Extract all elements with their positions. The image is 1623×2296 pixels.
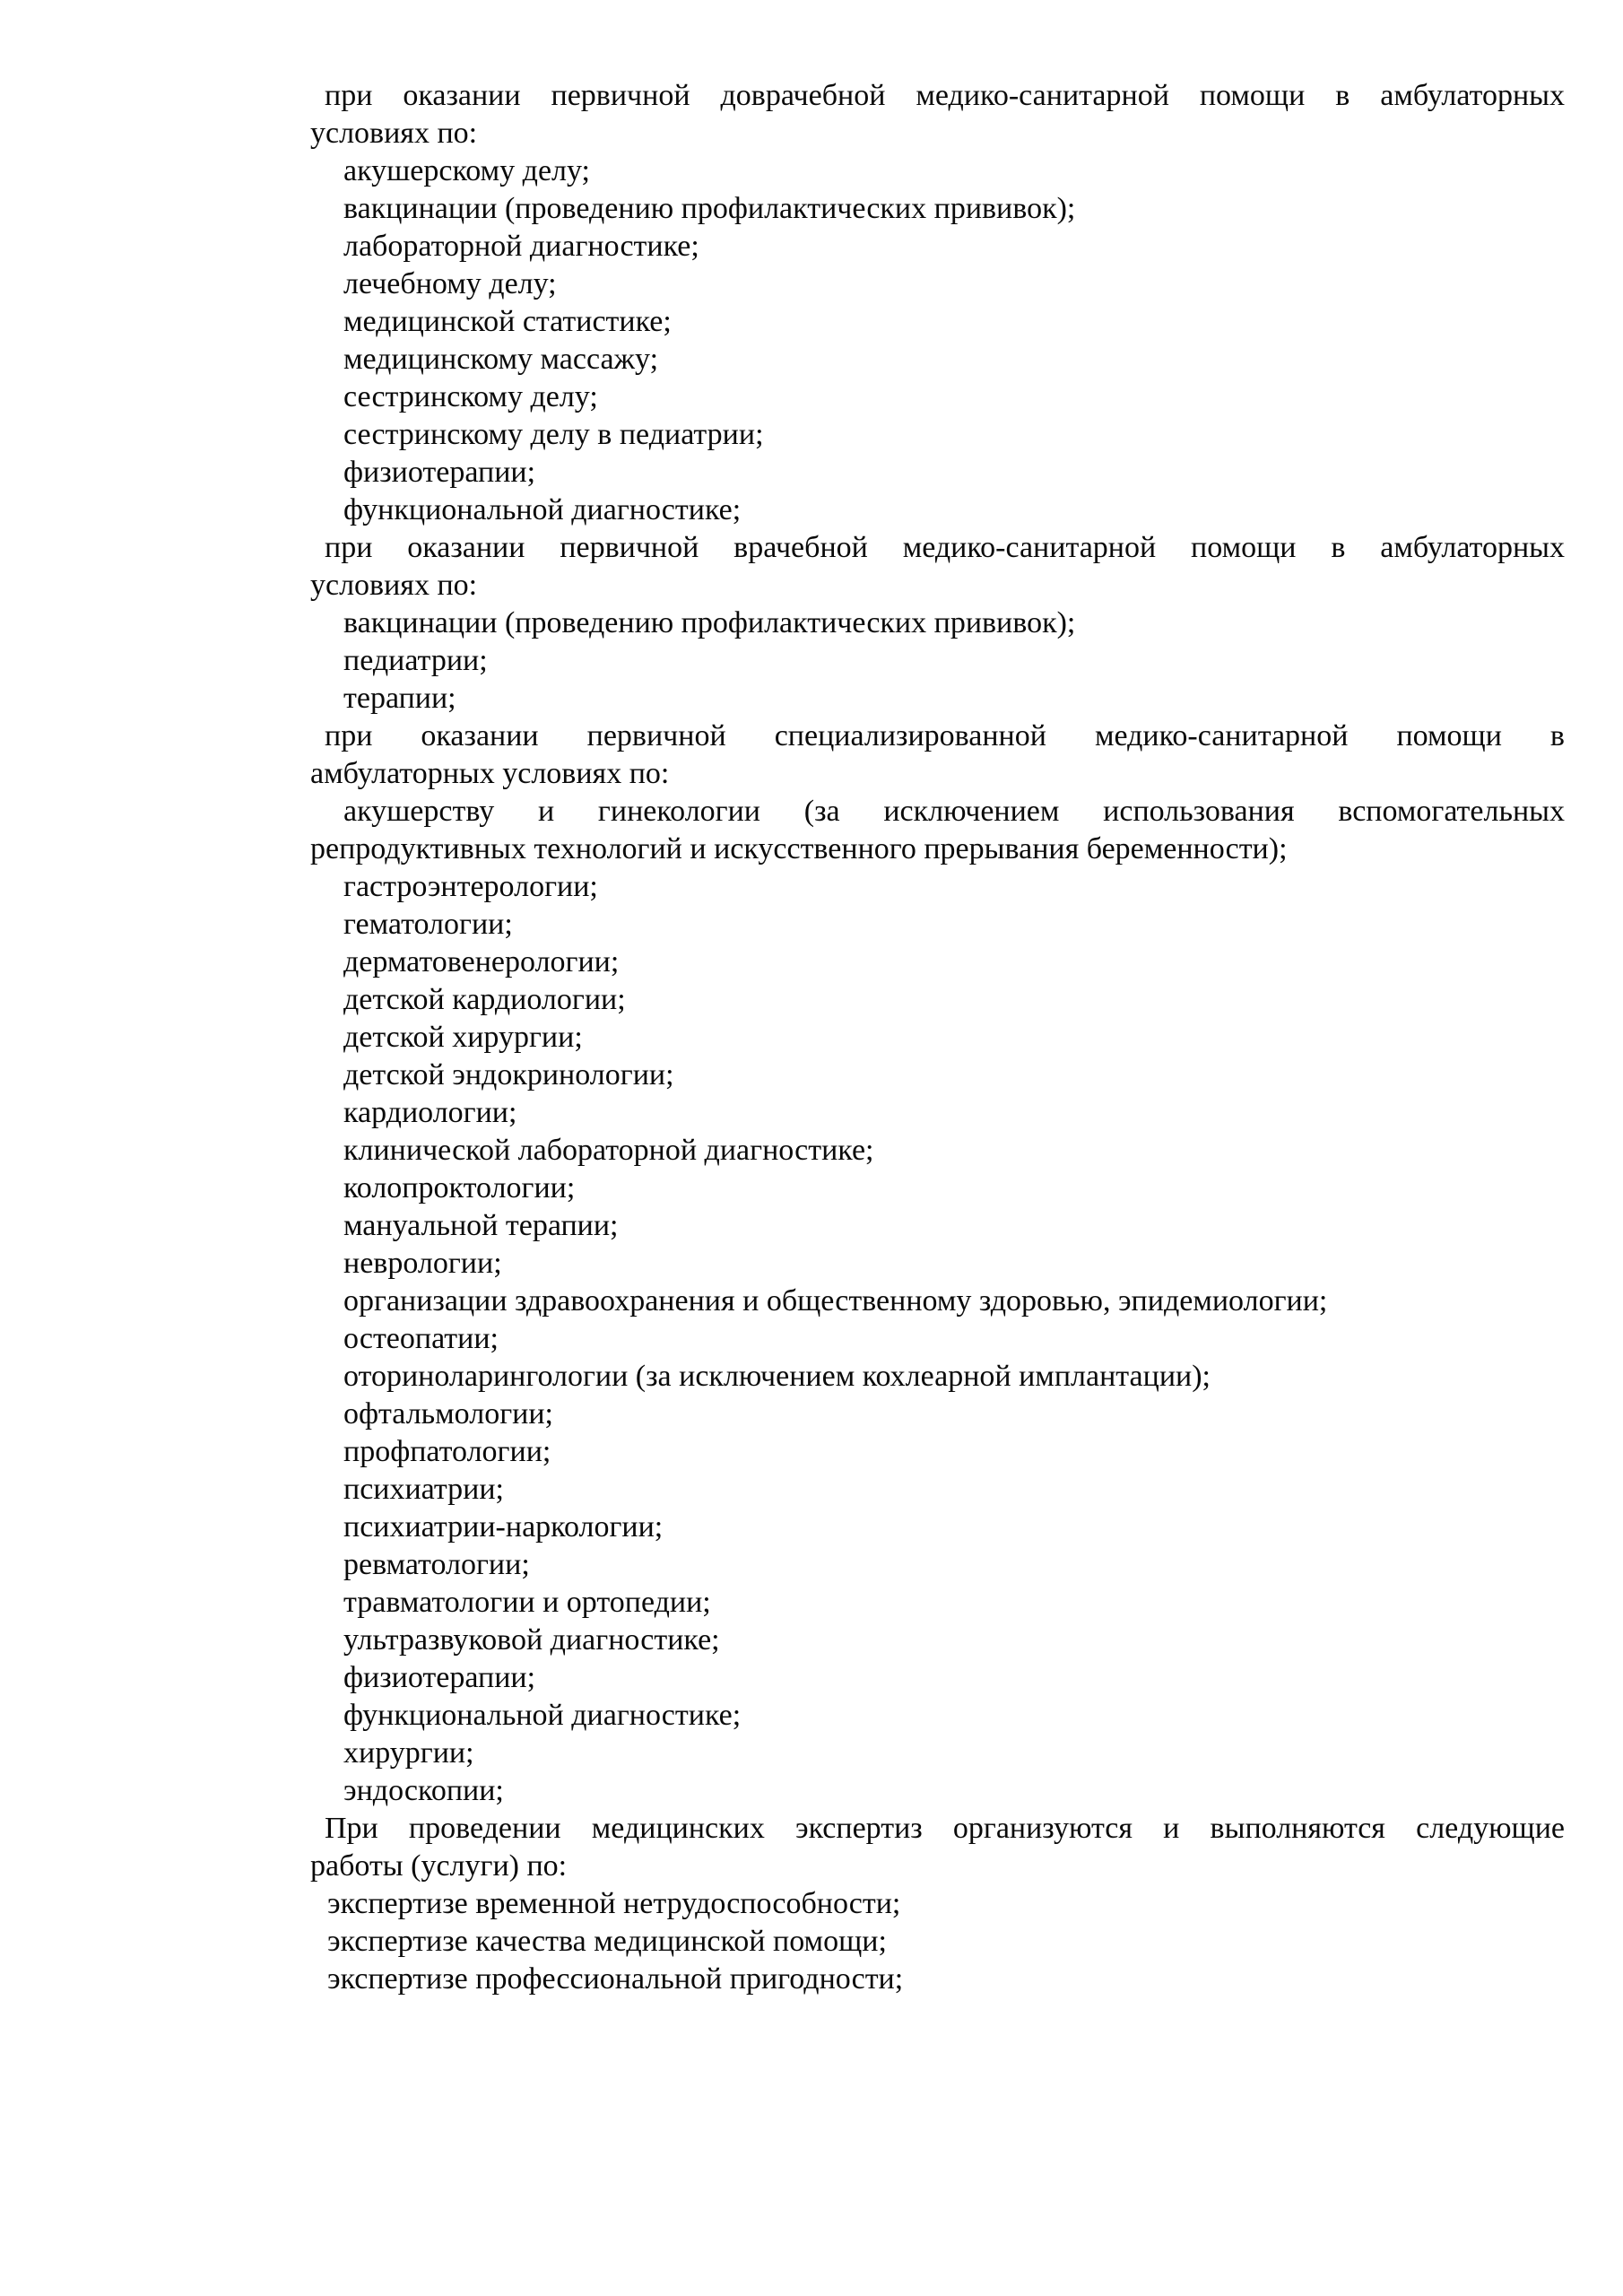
text-line: вакцинации (проведению профилактических прививок);: [343, 192, 1076, 225]
text-line: офтальмологии;: [343, 1397, 553, 1431]
text-line: ультразвуковой диагностике;: [343, 1623, 720, 1657]
text-line: лабораторной диагностике;: [343, 230, 699, 263]
text-line: эндоскопии;: [343, 1774, 504, 1807]
text-line: экспертизе временной нетрудоспособности;: [327, 1887, 901, 1920]
text-line: при оказании первичной специализированной медико-санитарной помощи в: [325, 719, 1565, 752]
text-line: экспертизе профессиональной пригодности;: [327, 1962, 904, 1996]
text-line: При проведении медицинских экспертиз организуются и выполняются следующие: [325, 1812, 1565, 1845]
text-line: организации здравоохранения и общественному здоровью, эпидемиологии;: [343, 1284, 1328, 1318]
document-text: [310, 77, 1565, 1998]
text-line: кардиологии;: [343, 1096, 517, 1129]
text-line: функциональной диагностике;: [343, 493, 742, 526]
text-line: детской хирургии;: [343, 1021, 583, 1054]
text-line: неврологии;: [343, 1247, 502, 1280]
text-line: детской эндокринологии;: [343, 1058, 674, 1091]
text-line: колопроктологии;: [343, 1171, 576, 1205]
text-line: клинической лабораторной диагностике;: [343, 1134, 874, 1167]
text-line: условиях по:: [310, 117, 478, 150]
text-line: травматологии и ортопедии;: [343, 1586, 711, 1619]
text-line: амбулаторных условиях по:: [310, 757, 670, 790]
text-line: лечебному делу;: [343, 267, 557, 300]
text-line: хирургии;: [343, 1736, 474, 1770]
text-line: оториноларингологии (за исключением кохлеарной имплантации);: [343, 1360, 1211, 1393]
text-line: дерматовенерологии;: [343, 945, 620, 978]
text-line: репродуктивных технологий и искусственного прерывания беременности);: [310, 832, 1288, 865]
text-line: при оказании первичной врачебной медико-санитарной помощи в амбулаторных: [325, 531, 1565, 564]
text-line: профпатологии;: [343, 1435, 551, 1468]
text-line: гастроэнтерологии;: [343, 870, 598, 903]
text-line: физиотерапии;: [343, 456, 536, 489]
text-line: акушерскому делу;: [343, 154, 591, 187]
text-line: ревматологии;: [343, 1548, 530, 1581]
text-line: условиях по:: [310, 569, 478, 602]
text-line: медицинскому массажу;: [343, 343, 659, 376]
text-line: детской кардиологии;: [343, 983, 626, 1016]
text-line: педиатрии;: [343, 644, 488, 677]
text-line: медицинской статистике;: [343, 305, 672, 338]
text-line: гематологии;: [343, 908, 513, 941]
text-line: работы (услуги) по:: [310, 1849, 568, 1883]
text-line: физиотерапии;: [343, 1661, 536, 1694]
text-line: сестринскому делу в педиатрии;: [343, 418, 764, 451]
text-line: психиатрии;: [343, 1473, 504, 1506]
text-line: экспертизе качества медицинской помощи;: [327, 1925, 887, 1958]
text-line: функциональной диагностике;: [343, 1699, 742, 1732]
text-line: сестринскому делу;: [343, 380, 598, 413]
text-line: при оказании первичной доврачебной медико-санитарной помощи в амбулаторных: [325, 79, 1565, 112]
text-line: мануальной терапии;: [343, 1209, 619, 1242]
text-line: терапии;: [343, 682, 456, 715]
text-line: психиатрии-наркологии;: [343, 1510, 664, 1544]
text-line: вакцинации (проведению профилактических прививок);: [343, 606, 1076, 639]
text-line: акушерству и гинекологии (за исключением использования вспомогательных: [343, 795, 1565, 828]
text-line: остеопатии;: [343, 1322, 499, 1355]
